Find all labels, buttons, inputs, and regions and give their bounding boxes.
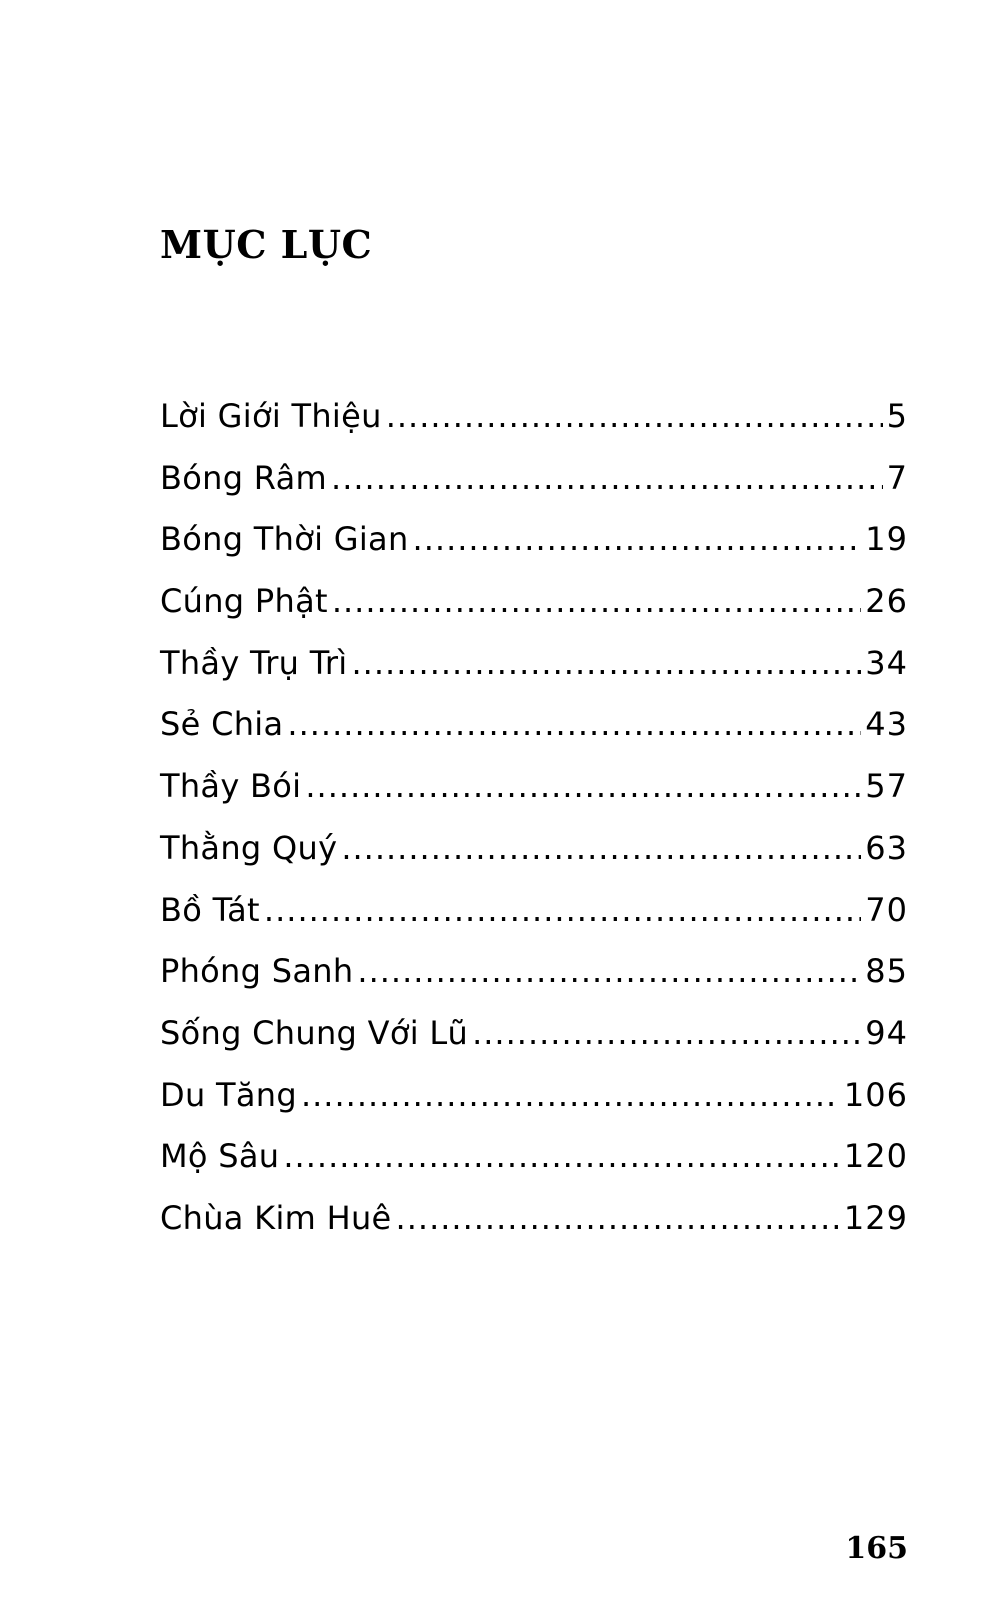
toc-entry: [160, 1013, 908, 1079]
toc-entry-title: Mộ Sâu: [160, 1137, 280, 1176]
toc-list: [160, 397, 908, 1264]
toc-dot-leader: [396, 1202, 840, 1234]
toc-dot-leader: [287, 708, 861, 740]
toc-dot-leader: [331, 462, 883, 494]
toc-entry: [160, 582, 908, 647]
toc-entry-title: Bóng Râm: [160, 458, 328, 497]
toc-dot-leader: [413, 523, 862, 555]
toc-entry-title: Thầy Bói: [160, 767, 302, 806]
toc-entry-page: 5: [886, 397, 908, 435]
toc-entry-page: 94: [865, 1013, 908, 1052]
page-number: 165: [845, 1531, 908, 1566]
toc-dot-leader: [357, 955, 861, 987]
toc-entry-title: Thằng Quý: [160, 828, 338, 867]
toc-entry-page: 70: [865, 890, 908, 929]
toc-dot-leader: [352, 647, 862, 679]
toc-entry-title: Du Tăng: [160, 1075, 297, 1114]
toc-entry-title: Lời Giới Thiệu: [160, 397, 382, 435]
toc-dot-leader: [332, 585, 861, 617]
toc-entry-title: Bóng Thời Gian: [160, 520, 409, 559]
toc-entry: [160, 890, 908, 956]
toc-entry-page: 7: [886, 458, 908, 497]
toc-entry: [160, 767, 908, 832]
toc-entry: [160, 705, 908, 770]
toc-entry: [160, 458, 908, 524]
toc-entry-title: Sống Chung Với Lũ: [160, 1013, 469, 1052]
toc-entry: [160, 643, 908, 709]
toc-entry-page: 120: [843, 1137, 908, 1176]
toc-dot-leader: [264, 894, 861, 926]
toc-entry-title: Chùa Kim Huê: [160, 1198, 392, 1237]
toc-entry: [160, 952, 908, 1017]
toc-dot-leader: [472, 1017, 861, 1049]
toc-entry-title: Phóng Sanh: [160, 952, 354, 991]
toc-entry-title: Cúng Phật: [160, 582, 328, 621]
toc-entry: [160, 1198, 908, 1264]
toc-entry-page: 85: [865, 952, 908, 991]
toc-entry-page: 34: [865, 643, 908, 682]
toc-entry-page: 63: [865, 828, 908, 867]
toc-entry: [160, 828, 908, 894]
toc-dot-leader: [283, 1140, 840, 1172]
toc-entry-page: 26: [865, 582, 908, 621]
toc-entry-title: Bồ Tát: [160, 890, 260, 929]
toc-dot-leader: [301, 1079, 840, 1111]
toc-entry-title: Sẻ Chia: [160, 705, 284, 744]
toc-dot-leader: [386, 400, 883, 432]
toc-entry-page: 129: [843, 1198, 908, 1237]
toc-entry-page: 19: [865, 520, 908, 559]
toc-entry-page: 57: [865, 767, 908, 806]
toc-entry: [160, 397, 908, 462]
toc-entry: [160, 1075, 908, 1141]
toc-entry: [160, 520, 908, 585]
toc-entry-page: 43: [865, 705, 908, 744]
toc-entry: [160, 1137, 908, 1202]
toc-heading: MỤC LỤC: [160, 222, 373, 267]
toc-entry-page: 106: [843, 1075, 908, 1114]
toc-dot-leader: [341, 832, 861, 864]
toc-entry-title: Thầy Trụ Trì: [160, 643, 348, 682]
toc-dot-leader: [305, 770, 861, 802]
